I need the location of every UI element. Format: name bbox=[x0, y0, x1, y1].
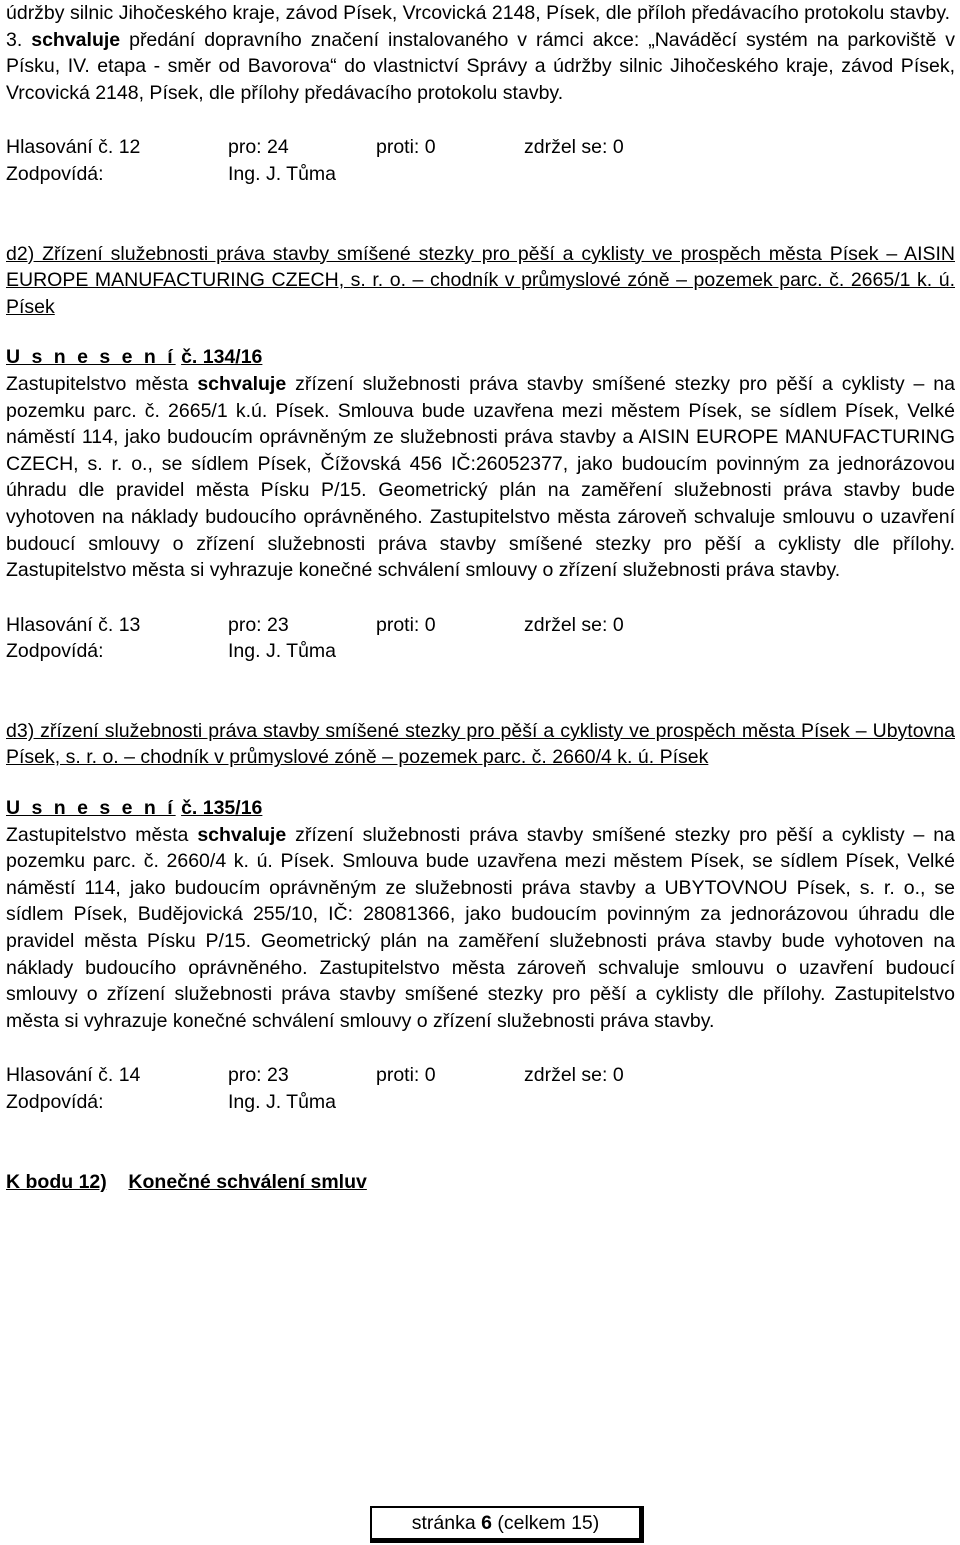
vote-zdrzel: zdržel se: 0 bbox=[524, 613, 624, 636]
vote-proti: proti: 0 bbox=[376, 136, 436, 159]
resolution-label: U s n e s e n í bbox=[6, 797, 176, 820]
resolution-text-b: zřízení služebnosti práva stavby smíšené stezky pro pěší a cyklisty – na pozemku parc. č. 2665/1 k.ú. Písek. Smlouva bude uzavřena mezi městem Písek, se sídlem Písek, Velké náměstí 114, jako budoucím oprávněným ze služebnosti práva stavby a AISIN EUROPE MANUFACTURING CZECH, s. r. o., se sídlem Písek, Čížovská 456 IČ:26052377, jako budoucím povinným za jednorázovou úhradu dle pravidel města Písku P/15. Geometrický plán na zaměření služebnosti práva stavby bude vyhotoven na náklady budoucího oprávněného. Zastupitelstvo města zároveň schvaluje smlouvu o uzavření budoucí smlouvy o zřízení služebnosti práva stavby smíšené stezky pro pěší a cyklisty dle přílohy. Zastupitelstvo města si vyhrazuje konečné schválení smlouvy o zřízení služebnosti práva stavby. bbox=[6, 372, 955, 582]
document-page bbox=[6, 0, 955, 1195]
resolution-134-text bbox=[6, 371, 955, 584]
responsible-12-row bbox=[6, 161, 955, 188]
paragraph-continuation: údržby silnic Jihočeského kraje, závod Písek, Vrcovická 2148, Písek, dle příloh předávacího protokolu stavby. bbox=[6, 2, 951, 24]
responsible-name: Ing. J. Tůma bbox=[228, 162, 337, 185]
responsible-14-row bbox=[6, 1089, 955, 1116]
resolution-number: č. 135/16 bbox=[181, 797, 263, 820]
responsible-label: Zodpovídá: bbox=[6, 640, 104, 663]
item-3-paragraph bbox=[6, 27, 955, 107]
resolution-verb: schvaluje bbox=[197, 372, 287, 395]
vote-proti: proti: 0 bbox=[376, 613, 436, 636]
resolution-135-title bbox=[6, 795, 955, 822]
resolution-text-b: zřízení služebnosti práva stavby smíšené stezky pro pěší a cyklisty – na pozemku parc. č. 2660/4 k. ú. Písek. Smlouva bude uzavřena mezi městem Písek, se sídlem Písek, Velké náměstí 114, jako budoucím oprávněným ze služebnosti práva stavby a UBYTOVNOU Písek, s. r. o., se sídlem Písek, Budějovická 255/10, IČ: 28081366, jako budoucím povinným za jednorázovou úhradu dle pravidel města Písku P/15. Geometrický plán na zaměření služebnosti práva stavby bude vyhotoven na náklady budoucího oprávněného. Zastupitelstvo města zároveň schvaluje smlouvu o uzavření budoucí smlouvy o zřízení služebnosti práva stavby smíšené stezky pro pěší a cyklisty dle přílohy. Zastupitelstvo města si vyhrazuje konečné schválení smlouvy o zřízení služebnosti práva stavby. bbox=[6, 823, 955, 1032]
resolution-135-text bbox=[6, 822, 955, 1035]
responsible-label: Zodpovídá: bbox=[6, 1091, 104, 1113]
resolution-verb: schvaluje bbox=[197, 823, 287, 846]
page-total: (celkem 15) bbox=[497, 1512, 600, 1534]
vote-pro: pro: 24 bbox=[228, 136, 289, 159]
vote-pro: pro: 23 bbox=[228, 613, 289, 636]
resolution-text-a: Zastupitelstvo města bbox=[6, 372, 189, 395]
resolution-number: č. 134/16 bbox=[181, 346, 263, 369]
vote-label: Hlasování č. 12 bbox=[6, 136, 141, 159]
page-number: 6 bbox=[481, 1512, 492, 1534]
responsible-name: Ing. J. Tůma bbox=[228, 1091, 337, 1113]
responsible-name: Ing. J. Tůma bbox=[228, 640, 337, 663]
agenda-item-label: K bodu 12) bbox=[6, 1170, 107, 1193]
resolution-134-title bbox=[6, 344, 955, 371]
item-3-number: 3. bbox=[6, 28, 23, 51]
resolution-label: U s n e s e n í bbox=[6, 346, 176, 369]
vote-label: Hlasování č. 14 bbox=[6, 1064, 141, 1087]
item-3-verb: schvaluje bbox=[31, 28, 121, 51]
agenda-item-12-heading bbox=[6, 1169, 955, 1196]
vote-13-row bbox=[6, 612, 955, 639]
section-d3-heading: d3) zřízení služebnosti práva stavby smíšené stezky pro pěší a cyklisty ve prospěch města Písek – Ubytovna Písek, s. r. o. – chodník v průmyslové zóně – pozemek parc. č. 2660/4 k. ú. Písek bbox=[6, 719, 955, 769]
vote-14-row bbox=[6, 1062, 955, 1089]
section-d2-heading: d2) Zřízení služebnosti práva stavby smíšené stezky pro pěší a cyklisty ve prospěch města Písek – AISIN EUROPE MANUFACTURING CZECH, s. r. o. – chodník v průmyslové zóně – pozemek parc. č. 2665/1 k. ú. Písek bbox=[6, 242, 955, 318]
page-number-box bbox=[370, 1506, 644, 1543]
vote-zdrzel: zdržel se: 0 bbox=[524, 136, 624, 159]
agenda-item-title: Konečné schválení smluv bbox=[128, 1170, 367, 1193]
vote-12-row bbox=[6, 134, 955, 161]
responsible-label: Zodpovídá: bbox=[6, 162, 104, 185]
vote-label: Hlasování č. 13 bbox=[6, 613, 141, 636]
page-label: stránka bbox=[411, 1512, 476, 1534]
responsible-13-row bbox=[6, 638, 955, 665]
vote-zdrzel: zdržel se: 0 bbox=[524, 1064, 624, 1087]
vote-proti: proti: 0 bbox=[376, 1064, 436, 1087]
vote-pro: pro: 23 bbox=[228, 1064, 289, 1087]
item-3-text: předání dopravního značení instalovaného v rámci akce: „Naváděcí systém na parkoviště v Písku, IV. etapa - směr od Bavorova“ do vlastnictví Správy a údržby silnic Jihočeského kraje, závod Písek, Vrcovická 2148, Písek, dle přílohy předávacího protokolu stavby. bbox=[6, 28, 955, 104]
resolution-text-a: Zastupitelstvo města bbox=[6, 823, 189, 846]
